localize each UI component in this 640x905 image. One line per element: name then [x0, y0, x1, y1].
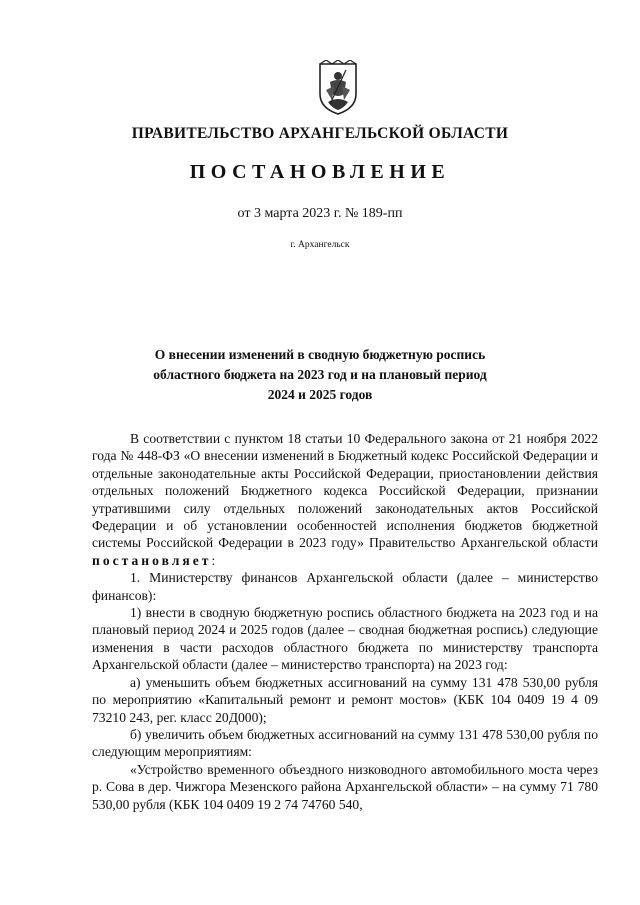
document-date-number: от 3 марта 2023 г. № 189-пп	[237, 206, 403, 221]
item-paragraph: «Устройство временного объездного низководного автомобильного моста через р. Сова в дер. Чижгора Мезенского района Архангельской области» – на сумму 71 780 530,00 рубля (КБК 104 0409 19 2 74 74760 540,	[92, 761, 598, 812]
document-city: г. Архангельск	[290, 240, 350, 250]
organization-name: ПРАВИТЕЛЬСТВО АРХАНГЕЛЬСКОЙ ОБЛАСТИ	[131, 125, 509, 142]
document-type: ПОСТАНОВЛЕНИЕ	[189, 161, 451, 183]
document-body	[92, 430, 598, 813]
preamble-text: В соответствии с пунктом 18 статьи 10 Федерального закона от 21 ноября 2022 года № 448-ФЗ «О внесении изменений в Бюджетный кодекс Российской Федерации и отдельные законодательные акты Российской Федерации, приостановлении действия отдельных положений Бюджетного кодекса Российской Федерации, признании утратившими силу отдельных положений законодательных актов Российской Федерации и об установлении особенностей исполнения бюджетов бюджетной системы Российской Федерации в 2023 году» Правительство Архангельской области	[92, 431, 598, 551]
document-subject	[120, 345, 520, 405]
decree-word: постановляет	[92, 552, 212, 568]
item-paragraph: 1. Министерству финансов Архангельской области (далее – министерство финансов):	[92, 570, 598, 603]
subject-line: О внесении изменений в сводную бюджетную роспись	[154, 347, 486, 362]
item-paragraph: а) уменьшить объем бюджетных ассигнований на сумму 131 478 530,00 рубля по мероприятию «Капитальный ремонт и ремонт мостов» (КБК 104 0409 19 4 09 73210 243, рег. класс 20Д000);	[92, 674, 598, 725]
subject-line: 2024 и 2025 годов	[267, 387, 373, 402]
decree-colon: :	[211, 552, 216, 568]
item-paragraph: б) увеличить объем бюджетных ассигнований на сумму 131 478 530,00 рубля по следующим мероприятиям:	[92, 726, 598, 760]
item-paragraph: 1) внести в сводную бюджетную роспись областного бюджета на 2023 год и на плановый период 2024 и 2025 годов (далее – сводная бюджетная роспись) следующие изменения в части расходов областного бюджета по министерству транспорта Архангельской области (далее – министерство транспорта) на 2023 год:	[92, 605, 598, 673]
subject-line: областного бюджета на 2023 год и на плановый период	[153, 367, 487, 382]
coat-of-arms-icon	[316, 60, 360, 116]
preamble-paragraph	[92, 430, 598, 569]
